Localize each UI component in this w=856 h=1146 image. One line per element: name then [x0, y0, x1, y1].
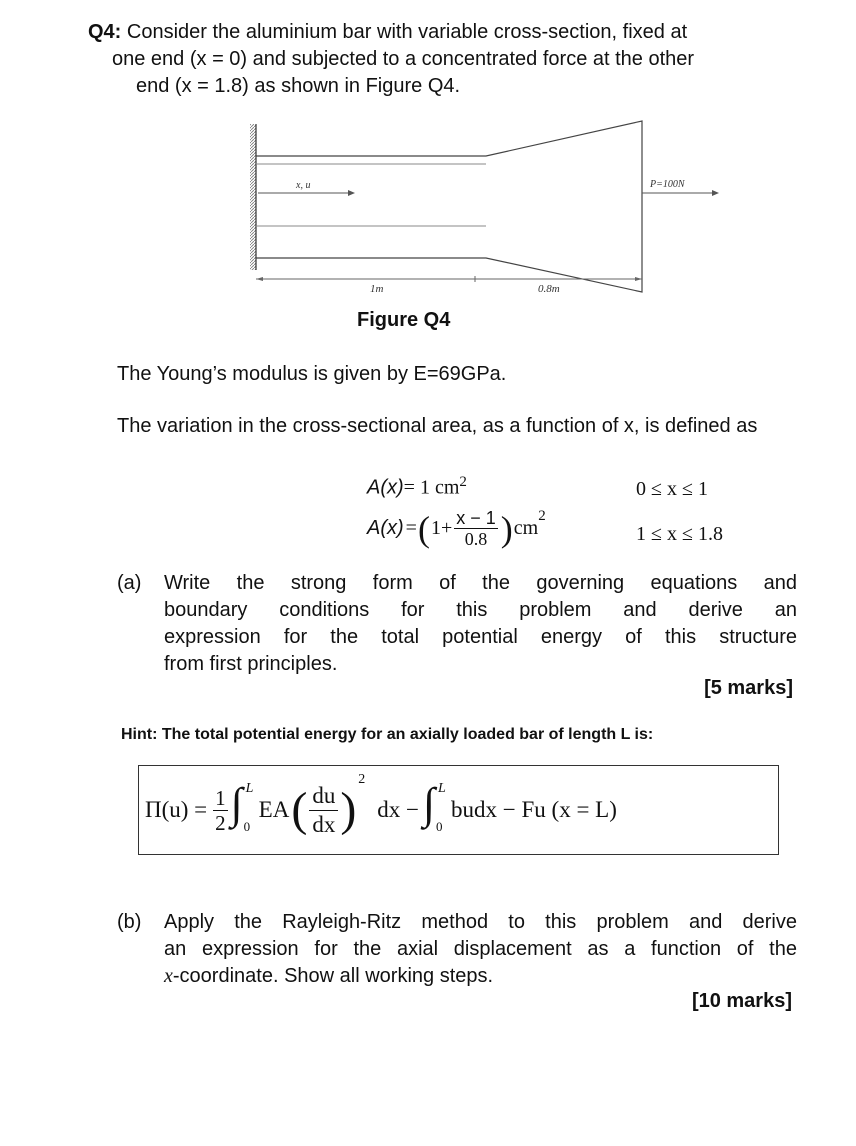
- part-b-text: Apply the Rayleigh-Ritz method to this problem and derive an expression for the axial displacement as a function of the x-coordinate. Show all working steps.: [164, 911, 797, 987]
- question-number: Q4:: [88, 21, 122, 43]
- dimension-0-8m: 0.8m: [538, 283, 560, 295]
- x-axis-arrowhead: [348, 190, 355, 196]
- part-a-marks: [5 marks]: [704, 677, 793, 699]
- fixed-support-hatching: [250, 124, 256, 270]
- integral-1: ∫ L 0: [230, 779, 254, 834]
- bar-outline: [256, 121, 642, 292]
- hint-text: Hint: The total potential energy for an axially loaded bar of length L is:: [121, 726, 654, 743]
- axis-label: x, u: [296, 180, 311, 191]
- part-a-label: (a): [117, 572, 142, 594]
- area-intro-text: The variation in the cross-sectional area, as a function of x, is defined as: [117, 415, 758, 437]
- energy-formula-box: [138, 765, 779, 855]
- force-arrowhead: [712, 190, 719, 196]
- part-a-text: Write the strong form of the governing equations and boundary conditions for this problem and derive an expression for the total potential energy of this structure from first principles.: [164, 572, 797, 675]
- equation-1-range: 0 ≤ x ≤ 1: [636, 478, 708, 500]
- energy-formula: Π(u) = $\frac{1}{2}$ ∫ L 0 EA ( du dx ) 2 dx − ∫ L 0 budx − Fu (x = L): [145, 772, 617, 837]
- dimension-1m: 1m: [370, 283, 384, 295]
- integral-2: ∫ L 0: [423, 779, 446, 834]
- bar-figure: [230, 112, 730, 302]
- question-line-2: one end (x = 0) and subjected to a concentrated force at the other: [112, 48, 695, 70]
- question-line-3: end (x = 1.8) as shown in Figure Q4.: [136, 75, 461, 97]
- part-b-marks: [10 marks]: [691, 990, 792, 1012]
- equation-1: A(x)= 1 $cm^2$: [367, 474, 467, 499]
- force-label: P=100N: [650, 179, 685, 190]
- equation-2-numerator: x − 1: [456, 508, 496, 528]
- dimension-arrow-right: [635, 277, 642, 281]
- equation-2: A(x) = ( 1+ $\frac{x - 1}{0.8}$ ) cm $^2$: [367, 508, 546, 549]
- equation-2-range: 1 ≤ x ≤ 1.8: [636, 523, 723, 545]
- figure-caption: Figure Q4: [357, 309, 451, 331]
- dimension-arrow-left: [256, 277, 263, 281]
- question-line-1: Q4: Consider the aluminium bar with variable cross-section, fixed at: [88, 21, 688, 43]
- part-b-label: (b): [117, 911, 142, 933]
- equation-2-denominator: 0.8: [464, 529, 488, 549]
- youngs-modulus-text: The Young’s modulus is given by E=69GPa.: [117, 363, 507, 385]
